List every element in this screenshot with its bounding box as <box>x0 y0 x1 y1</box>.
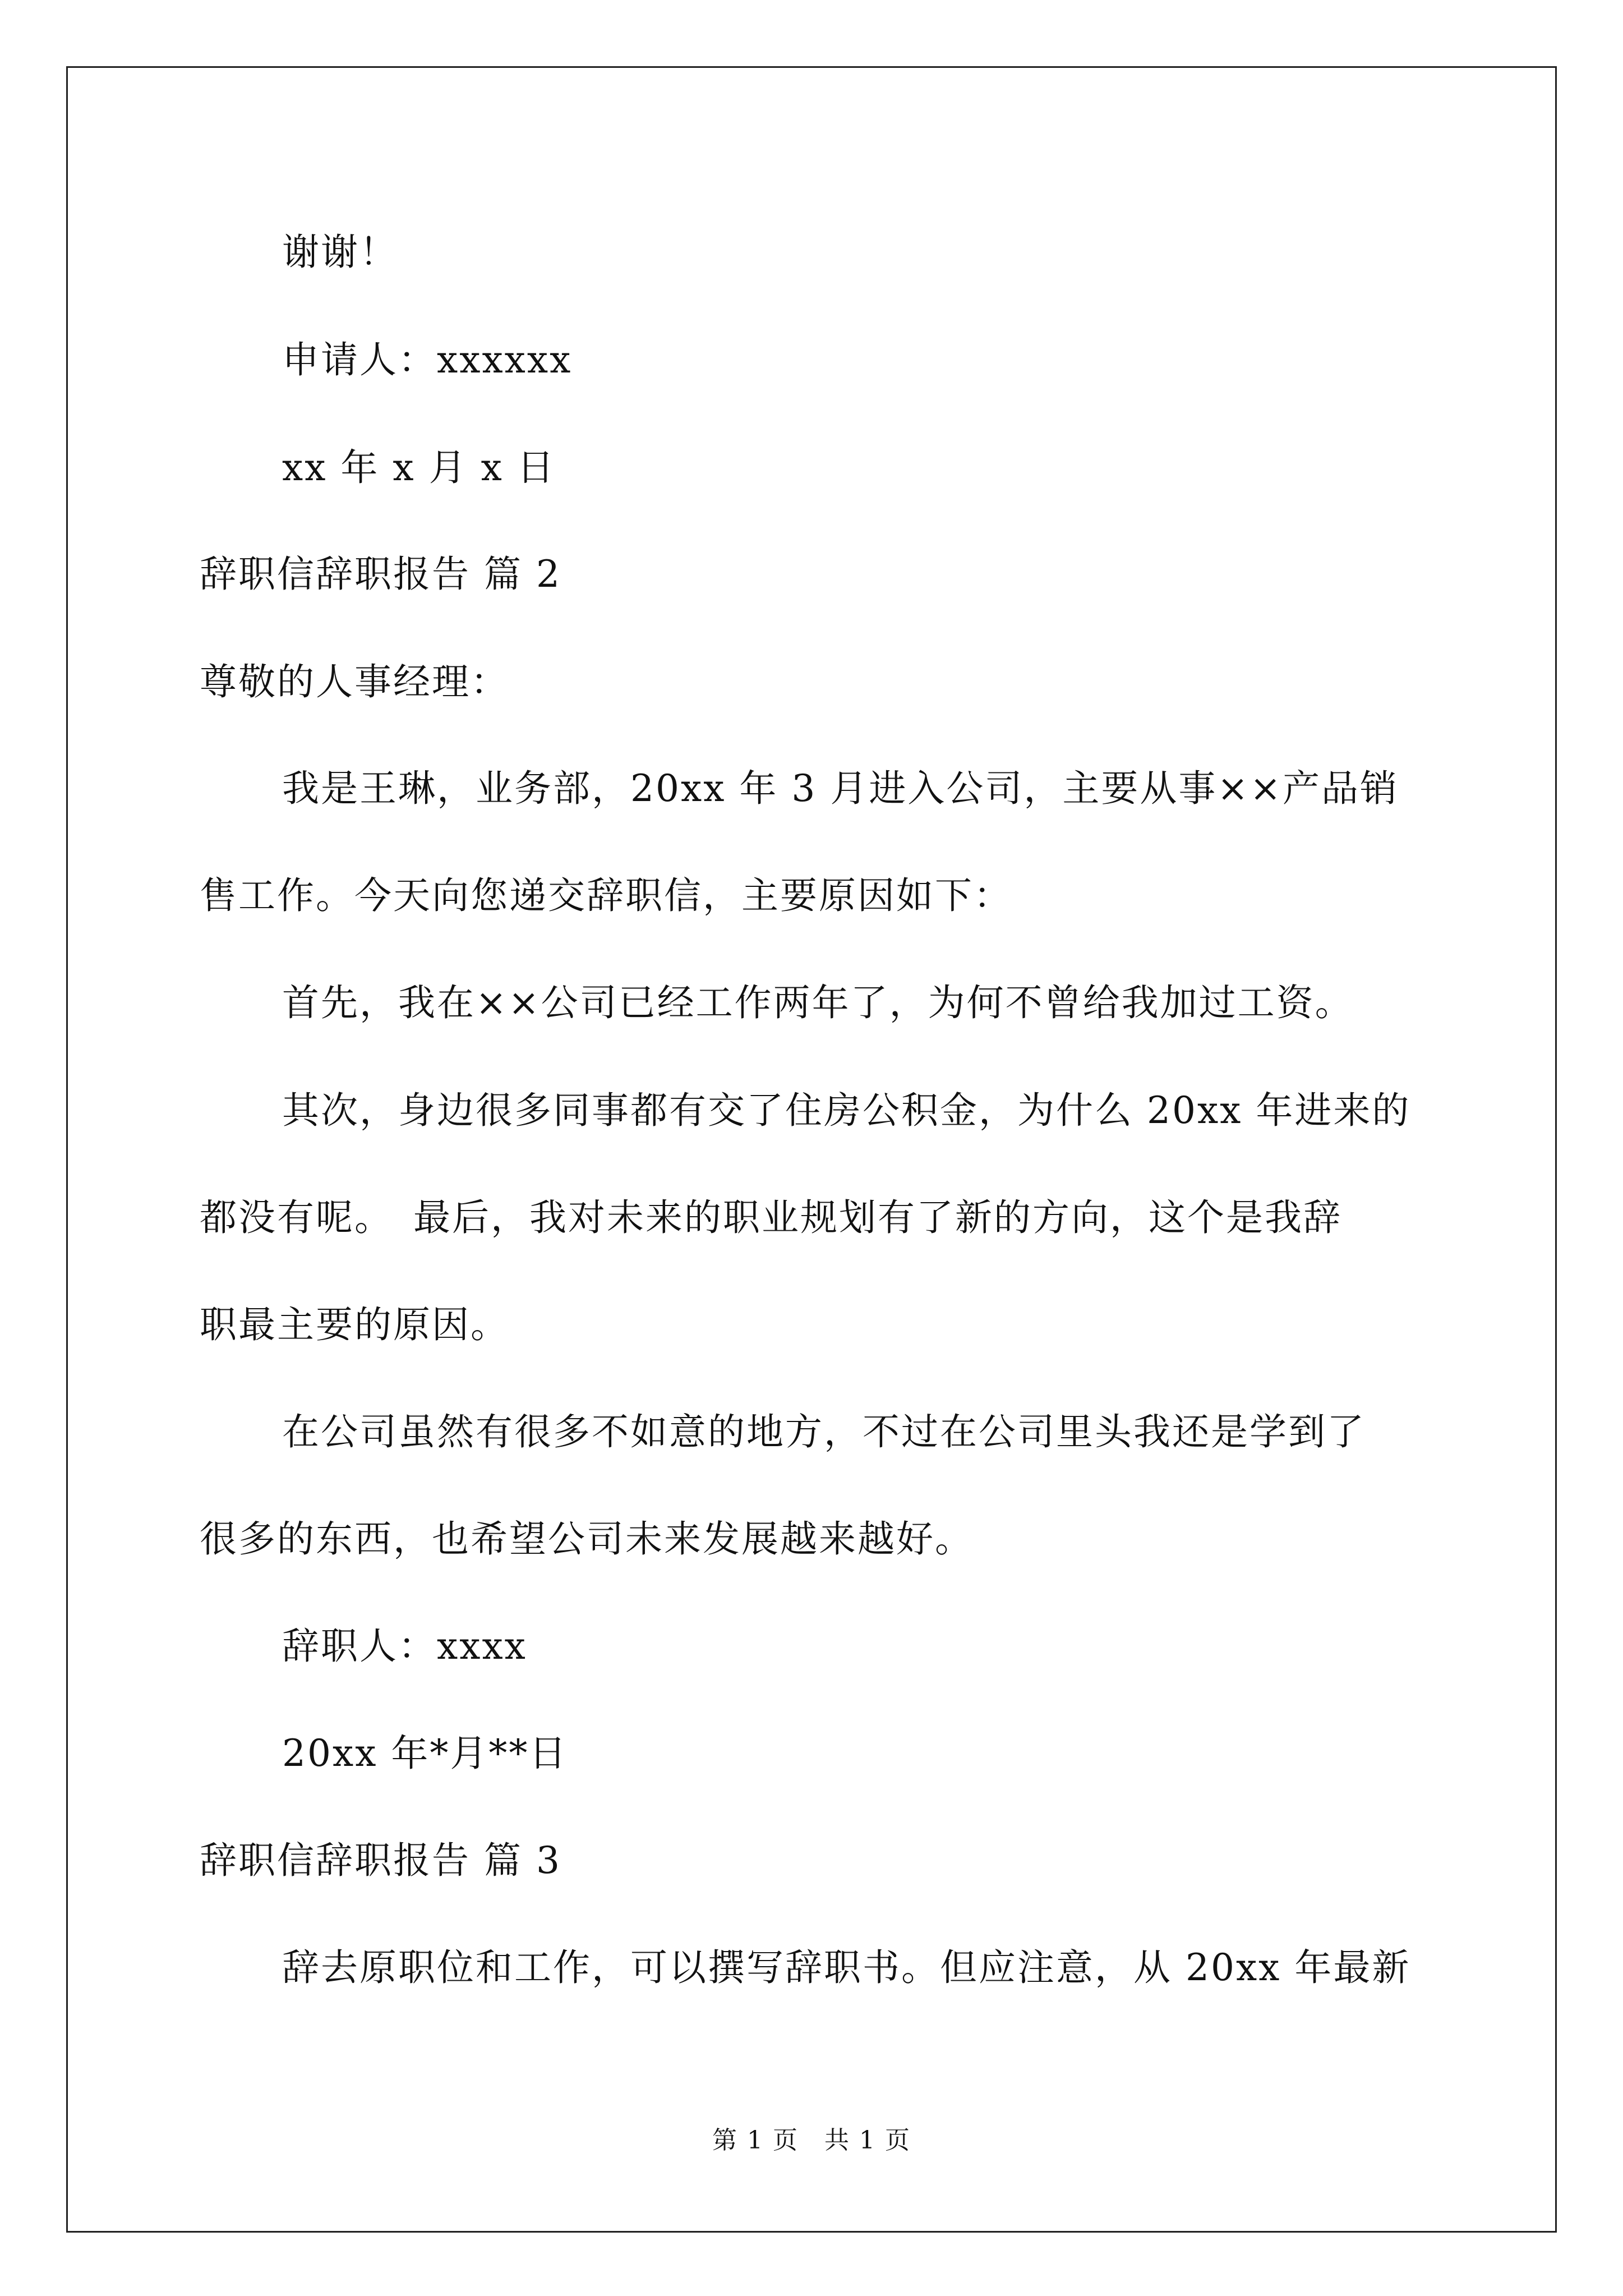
page-footer: 第 1 页 共 1 页 <box>712 2126 911 2155</box>
paragraph-line: 首先，我在××公司已经工作两年了，为何不曾给我加过工资。 <box>282 981 1354 1024</box>
page-frame <box>66 66 1557 2233</box>
paragraph-line: 在公司虽然有很多不如意的地方，不过在公司里头我还是学到了 <box>282 1410 1366 1453</box>
paragraph-line: 我是王琳，业务部，20xx 年 3 月进入公司，主要从事××产品销 <box>282 767 1399 810</box>
paragraph-line: 都没有呢。 最后，我对未来的职业规划有了新的方向，这个是我辞 <box>200 1196 1342 1239</box>
text-line-applicant: 申请人：xxxxxx <box>282 338 573 381</box>
text-line-salutation: 尊敬的人事经理： <box>200 660 509 703</box>
text-line-thanks: 谢谢！ <box>282 231 398 274</box>
paragraph-line: 职最主要的原因。 <box>200 1303 509 1346</box>
paragraph-line: 辞去原职位和工作，可以撰写辞职书。但应注意，从 20xx 年最新 <box>282 1946 1411 1989</box>
section-heading-3: 辞职信辞职报告 篇 3 <box>200 1839 561 1882</box>
text-line-date: 20xx 年*月**日 <box>282 1732 568 1775</box>
text-line-resigner: 辞职人：xxxx <box>282 1625 527 1668</box>
text-line-date: xx 年 x 月 x 日 <box>282 446 556 489</box>
section-heading-2: 辞职信辞职报告 篇 2 <box>200 553 561 596</box>
paragraph-line: 很多的东西，也希望公司未来发展越来越好。 <box>200 1517 974 1561</box>
paragraph-line: 其次，身边很多同事都有交了住房公积金，为什么 20xx 年进来的 <box>282 1089 1411 1132</box>
paragraph-line: 售工作。今天向您递交辞职信，主要原因如下： <box>200 874 1012 917</box>
